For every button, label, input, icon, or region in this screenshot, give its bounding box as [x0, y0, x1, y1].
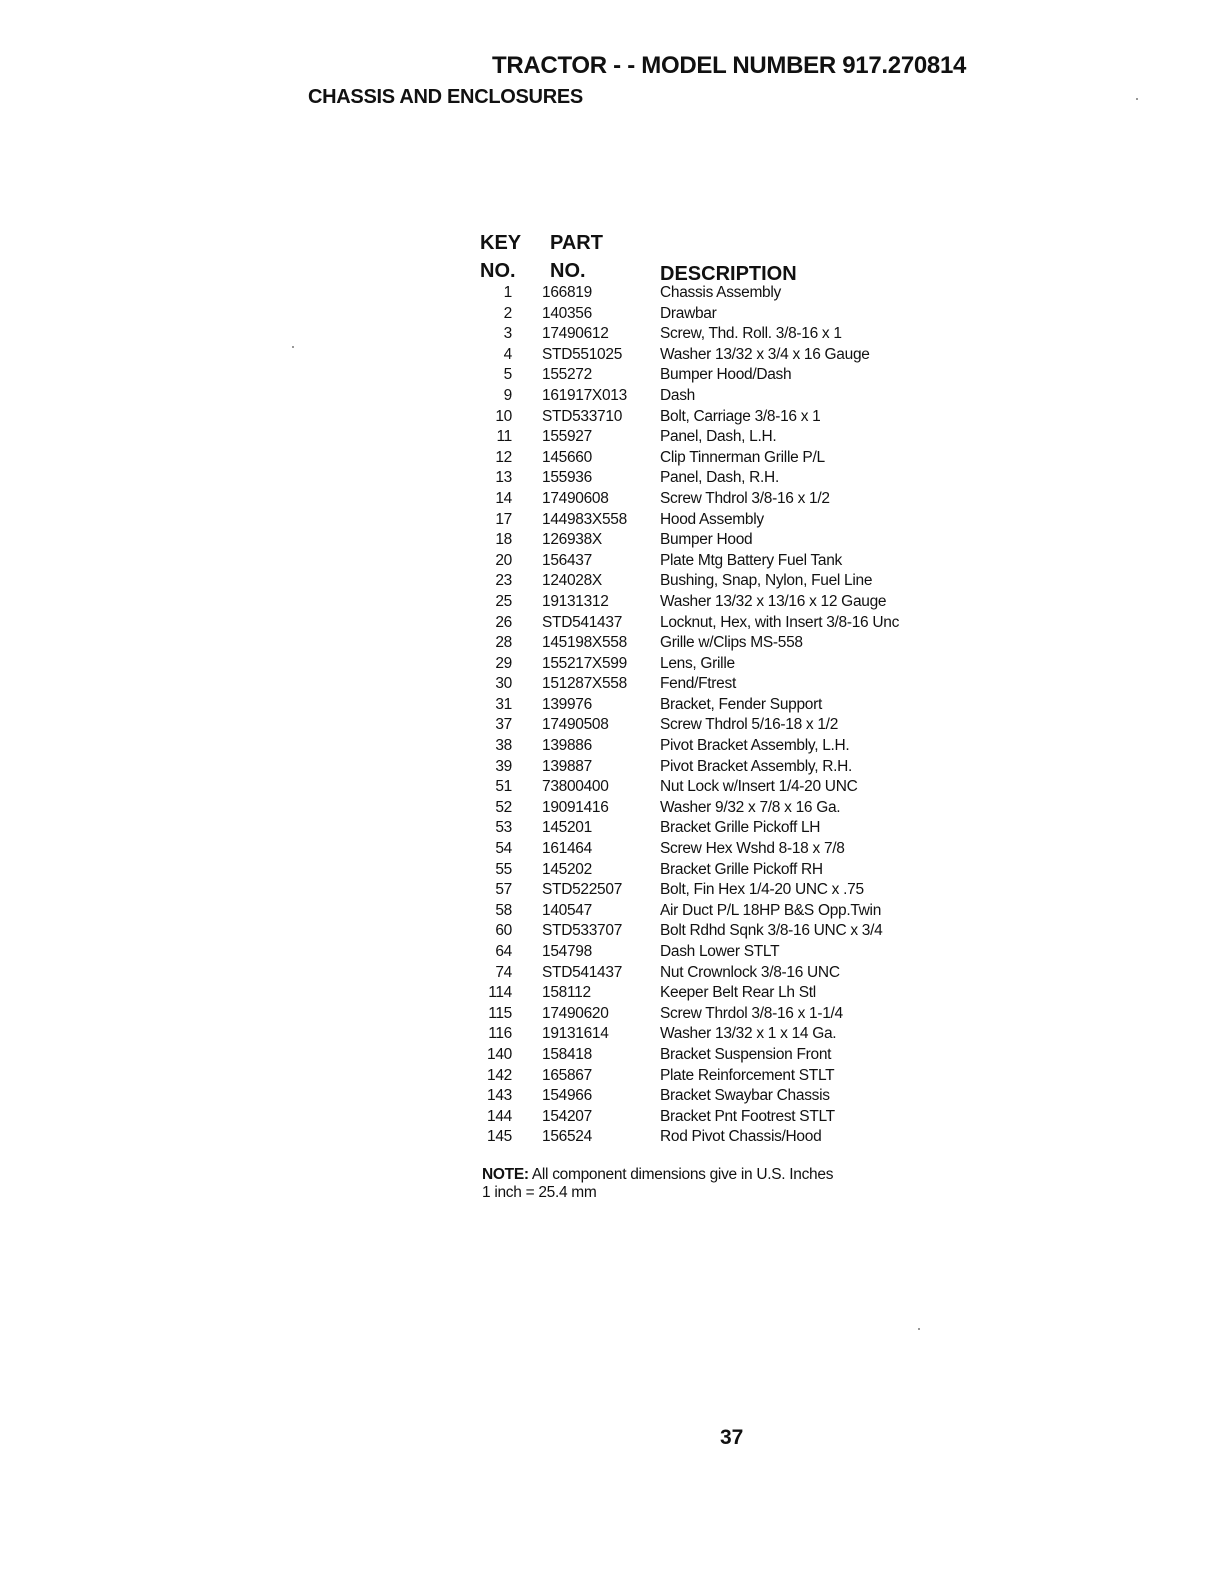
- description: Grille w/Clips MS-558: [660, 634, 803, 652]
- part-no: STD533710: [542, 407, 623, 425]
- description: Chassis Assembly: [660, 284, 781, 301]
- key-no: 10: [495, 407, 512, 425]
- table-row: [470, 1005, 970, 1026]
- description: Fend/Ftrest: [660, 675, 736, 693]
- table-row: [470, 408, 970, 429]
- description: Plate Mtg Battery Fuel Tank: [660, 551, 843, 569]
- part-no: 156524: [542, 1128, 592, 1146]
- part-no: 124028X: [542, 572, 602, 590]
- part-no: 139976: [542, 695, 592, 713]
- description: Clip Tinnerman Grille P/L: [660, 448, 825, 466]
- part-no: 166819: [542, 284, 592, 301]
- table-row: [470, 819, 970, 840]
- part-no: 154207: [542, 1107, 592, 1125]
- table-row: [470, 325, 970, 346]
- key-no: 74: [495, 963, 512, 981]
- description: Pivot Bracket Assembly, R.H.: [660, 757, 853, 775]
- table-row: [470, 387, 970, 408]
- key-no: 145: [487, 1128, 512, 1146]
- description: Air Duct P/L 18HP B&S Opp.Twin: [660, 901, 882, 919]
- key-no: 114: [488, 984, 512, 1002]
- key-no: 26: [495, 613, 512, 631]
- key-no: 30: [495, 675, 512, 693]
- scan-speck: [918, 1328, 920, 1330]
- key-no: 20: [495, 551, 512, 569]
- table-row: [470, 1128, 970, 1149]
- scan-speck: [1136, 98, 1138, 100]
- description: Nut Lock w/Insert 1/4-20 UNC: [660, 778, 858, 796]
- description: Bolt, Carriage 3/8-16 x 1: [660, 407, 821, 425]
- table-row: [470, 593, 970, 614]
- table-row: [470, 511, 970, 532]
- description: Screw Thrdol 3/8-16 x 1-1/4: [660, 1004, 843, 1022]
- header-key-line1: KEY: [480, 232, 522, 254]
- table-row: [470, 737, 970, 758]
- table-row: [470, 675, 970, 696]
- part-no: 19131312: [542, 592, 609, 610]
- section-title: CHASSIS AND ENCLOSURES: [308, 86, 583, 108]
- part-no: 145201: [542, 819, 592, 837]
- key-no: 13: [495, 469, 512, 487]
- table-row: [470, 366, 970, 387]
- key-no: 52: [495, 798, 512, 816]
- key-no: 25: [495, 592, 512, 610]
- description: Nut Crownlock 3/8-16 UNC: [660, 963, 840, 981]
- part-no: 139886: [542, 737, 592, 755]
- note-text: All component dimensions give in U.S. Inches: [531, 1166, 834, 1183]
- table-row: [470, 449, 970, 470]
- key-no: 9: [503, 386, 512, 404]
- table-row: [470, 922, 970, 943]
- table-row: [470, 943, 970, 964]
- description: Bracket, Fender Support: [660, 695, 822, 713]
- description: Hood Assembly: [660, 510, 764, 528]
- part-no: 19131614: [542, 1025, 609, 1043]
- note-conversion: 1 inch = 25.4 mm: [482, 1184, 597, 1201]
- description: Bracket Swaybar Chassis: [660, 1087, 830, 1105]
- description: Bolt, Fin Hex 1/4-20 UNC x .75: [660, 881, 864, 899]
- key-no: 143: [487, 1087, 512, 1105]
- table-row: [470, 1046, 970, 1067]
- key-no: 53: [495, 819, 512, 837]
- key-no: 57: [495, 881, 512, 899]
- table-row: [470, 758, 970, 779]
- description: Keeper Belt Rear Lh Stl: [660, 984, 816, 1002]
- table-row: [470, 614, 970, 635]
- description: Panel, Dash, R.H.: [660, 469, 779, 487]
- part-no: 139887: [542, 757, 592, 775]
- part-no: 151287X558: [542, 675, 627, 693]
- key-no: 23: [495, 572, 512, 590]
- part-no: 126938X: [542, 531, 602, 549]
- table-row: [470, 469, 970, 490]
- key-no: 37: [495, 716, 512, 734]
- description: Bumper Hood: [660, 531, 753, 549]
- part-no: 17490620: [542, 1004, 609, 1022]
- key-no: 51: [495, 778, 512, 796]
- parts-list: [470, 284, 970, 1149]
- page-number: 37: [720, 1426, 744, 1449]
- part-no: 144983X558: [542, 510, 627, 528]
- part-no: 155217X599: [542, 654, 627, 672]
- table-row: [470, 634, 970, 655]
- description: Locknut, Hex, with Insert 3/8-16 Unc: [660, 613, 900, 631]
- description: Bumper Hood/Dash: [660, 366, 792, 384]
- key-no: 14: [495, 489, 512, 507]
- description: Drawbar: [660, 304, 717, 322]
- part-no: 19091416: [542, 798, 609, 816]
- description: Bracket Grille Pickoff RH: [660, 860, 823, 878]
- table-row: [470, 305, 970, 326]
- table-row: [470, 552, 970, 573]
- table-row: [470, 655, 970, 676]
- key-no: 142: [487, 1066, 512, 1084]
- part-no: STD551025: [542, 345, 623, 363]
- description: Screw Hex Wshd 8-18 x 7/8: [660, 840, 845, 858]
- part-no: STD541437: [542, 963, 623, 981]
- table-row: [470, 1087, 970, 1108]
- part-no: 17490608: [542, 489, 609, 507]
- key-no: 64: [495, 943, 512, 960]
- description: Bolt Rdhd Sqnk 3/8-16 UNC x 3/4: [660, 922, 883, 940]
- key-no: 55: [495, 860, 512, 878]
- key-no: 58: [495, 901, 512, 919]
- description: Lens, Grille: [660, 654, 735, 672]
- header-part-line1: PART: [550, 232, 603, 254]
- key-no: 12: [495, 448, 512, 466]
- note: [482, 1166, 833, 1202]
- description: Washer 9/32 x 7/8 x 16 Ga.: [660, 798, 841, 816]
- part-no: 17490612: [542, 325, 609, 343]
- header-key-line2: NO.: [480, 260, 516, 282]
- key-no: 2: [503, 304, 512, 322]
- key-no: 4: [503, 345, 512, 363]
- key-no: 140: [487, 1045, 512, 1063]
- key-no: 28: [495, 634, 512, 652]
- part-no: 158112: [542, 984, 591, 1002]
- key-no: 1: [503, 284, 512, 301]
- part-no: 155272: [542, 366, 592, 384]
- part-no: 145198X558: [542, 634, 627, 652]
- description: Washer 13/32 x 3/4 x 16 Gauge: [660, 345, 870, 363]
- scan-speck: [292, 346, 294, 348]
- key-no: 60: [495, 922, 512, 940]
- description: Bracket Grille Pickoff LH: [660, 819, 821, 837]
- part-no: 165867: [542, 1066, 592, 1084]
- part-no: 161917X013: [542, 386, 627, 404]
- description: Screw, Thd. Roll. 3/8-16 x 1: [660, 325, 842, 343]
- description: Washer 13/32 x 1 x 14 Ga.: [660, 1025, 837, 1043]
- key-no: 54: [495, 840, 512, 858]
- part-no: 155936: [542, 469, 592, 487]
- part-no: STD533707: [542, 922, 623, 940]
- part-no: STD541437: [542, 613, 623, 631]
- part-no: 145202: [542, 860, 592, 878]
- key-no: 11: [496, 428, 512, 446]
- key-no: 144: [487, 1107, 512, 1125]
- key-no: 38: [495, 737, 512, 755]
- key-no: 18: [495, 531, 512, 549]
- part-no: 154966: [542, 1087, 592, 1105]
- table-row: [470, 572, 970, 593]
- description: Screw Thdrol 5/16-18 x 1/2: [660, 716, 839, 734]
- description: Panel, Dash, L.H.: [660, 428, 777, 446]
- note-label: NOTE:: [482, 1166, 529, 1183]
- description: Screw Thdrol 3/8-16 x 1/2: [660, 489, 830, 507]
- part-no: 154798: [542, 943, 592, 960]
- description: Pivot Bracket Assembly, L.H.: [660, 737, 850, 755]
- description: Plate Reinforcement STLT: [660, 1066, 835, 1084]
- part-no: 140356: [542, 304, 592, 322]
- table-row: [470, 881, 970, 902]
- header-description: DESCRIPTION: [660, 263, 797, 285]
- table-row: [470, 1025, 970, 1046]
- key-no: 5: [503, 366, 512, 384]
- table-row: [470, 346, 970, 367]
- key-no: 29: [495, 654, 512, 672]
- table-row: [470, 490, 970, 511]
- key-no: 115: [488, 1004, 512, 1022]
- key-no: 116: [488, 1025, 512, 1043]
- table-row: [470, 840, 970, 861]
- description: Bracket Suspension Front: [660, 1045, 832, 1063]
- description: Washer 13/32 x 13/16 x 12 Gauge: [660, 592, 887, 610]
- table-row: [470, 284, 970, 305]
- part-no: 158418: [542, 1045, 592, 1063]
- page-title: TRACTOR - - MODEL NUMBER 917.270814: [492, 52, 967, 79]
- description: Rod Pivot Chassis/Hood: [660, 1128, 822, 1146]
- table-row: [470, 964, 970, 985]
- part-no: 73800400: [542, 778, 609, 796]
- table-row: [470, 1108, 970, 1129]
- description: Dash: [660, 386, 695, 404]
- part-no: 155927: [542, 428, 592, 446]
- table-row: [470, 778, 970, 799]
- table-row: [470, 531, 970, 552]
- part-no: 156437: [542, 551, 592, 569]
- table-row: [470, 861, 970, 882]
- description: Bracket Pnt Footrest STLT: [660, 1107, 835, 1125]
- table-row: [470, 428, 970, 449]
- table-row: [470, 1067, 970, 1088]
- description: Bushing, Snap, Nylon, Fuel Line: [660, 572, 873, 590]
- key-no: 17: [495, 510, 512, 528]
- part-no: 17490508: [542, 716, 609, 734]
- table-row: [470, 984, 970, 1005]
- key-no: 3: [503, 325, 512, 343]
- description: Dash Lower STLT: [660, 943, 780, 960]
- table-row: [470, 902, 970, 923]
- header-part-line2: NO.: [550, 260, 586, 282]
- table-row: [470, 716, 970, 737]
- part-no: 161464: [542, 840, 592, 858]
- part-no: STD522507: [542, 881, 623, 899]
- key-no: 31: [495, 695, 512, 713]
- table-row: [470, 696, 970, 717]
- part-no: 140547: [542, 901, 592, 919]
- table-row: [470, 799, 970, 820]
- key-no: 39: [495, 757, 512, 775]
- part-no: 145660: [542, 448, 592, 466]
